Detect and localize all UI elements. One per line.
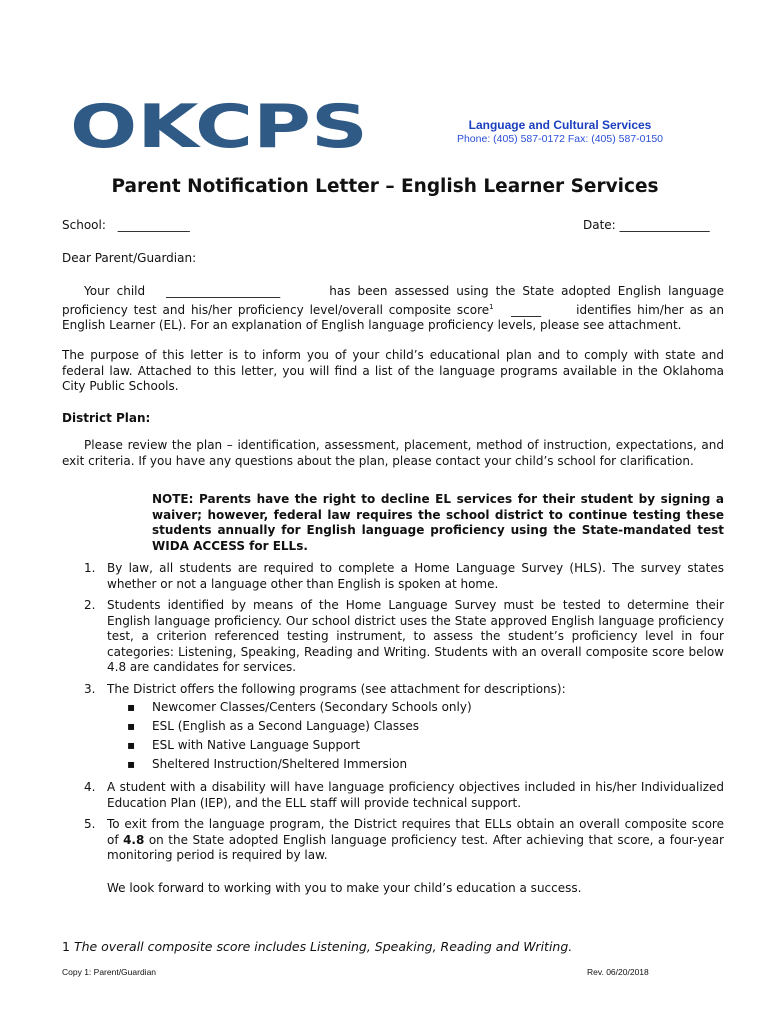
program-item: [127, 757, 407, 771]
list-number: 2.: [84, 598, 96, 612]
footnote-ref: 1: [489, 302, 494, 311]
list-text-a: To exit from the language program, the District requires that ELLs obtain an overall composite score of: [107, 817, 724, 847]
footer-revision: Rev. 06/20/2018: [587, 967, 649, 977]
closing-line: We look forward to working with you to make your child’s education a success.: [107, 881, 582, 895]
date-blank: _______________: [619, 218, 710, 232]
footnote-text: The overall composite score includes Listening, Speaking, Reading and Writing.: [73, 939, 573, 954]
list-text: Students identified by means of the Home Language Survey must be tested to determine their English language proficiency. Our school district uses the State approved English language proficiency test, a criterion referenced testing instrument, to assess the student’s proficiency level in four categories: Listening, Speaking, Reading and Writing. Students with an overall composite score below 4.8 are candidates for services.: [107, 598, 724, 674]
list-number: 4.: [84, 780, 96, 794]
department-name: Language and Cultural Services: [468, 118, 652, 132]
school-blank: ____________: [117, 218, 190, 232]
score-blank: _____: [511, 302, 542, 317]
letter-title: Parent Notification Letter – English Learner Services: [111, 176, 659, 197]
para1-text-b: has been assessed using the State adopted English language proficiency test and his/her proficiency level/overall composite score: [62, 284, 725, 317]
bullet-icon: ▪: [127, 719, 136, 733]
list-item: [84, 598, 724, 676]
program-text: Sheltered Instruction/Sheltered Immersion: [152, 757, 408, 771]
department-phone: Phone: (405) 587-0172 Fax: (405) 587-0150: [456, 133, 664, 145]
program-item: [127, 719, 419, 733]
list-item: [84, 561, 724, 592]
para1-text-a: Your child: [84, 284, 146, 298]
footnote: [62, 939, 572, 954]
program-text: ESL (English as a Second Language) Classes: [152, 719, 420, 733]
note-waiver: NOTE: Parents have the right to decline EL services for their student by signing a waiver; however, federal law requires the school district to continue testing these students annually for English language proficiency using the State-mandated test WIDA ACCESS for ELLs.: [152, 492, 724, 553]
paragraph-purpose: The purpose of this letter is to inform you of your child’s educational plan and to comply with state and federal law. Attached to this letter, you will find a list of the language programs available in the Oklahoma City Public Schools.: [62, 348, 724, 393]
program-text: ESL with Native Language Support: [152, 738, 361, 752]
list-number: 1.: [84, 561, 96, 575]
paragraph-assessment: [62, 284, 724, 334]
list-item: [84, 817, 724, 864]
program-item: [127, 700, 472, 714]
school-field: [62, 218, 190, 232]
bullet-icon: ▪: [127, 738, 136, 752]
paragraph-review: Please review the plan – identification, assessment, placement, method of instruction, expectations, and exit criteria. If you have any questions about the plan, please contact your child’s school for clarification.: [62, 438, 724, 468]
department-block: [440, 118, 680, 145]
salutation: Dear Parent/Guardian:: [62, 251, 197, 265]
program-text: Newcomer Classes/Centers (Secondary Schools only): [152, 700, 472, 714]
date-field: [583, 218, 710, 232]
list-number: 5.: [84, 817, 96, 831]
district-plan-heading: District Plan:: [62, 411, 151, 425]
list-text-b: on the State adopted English language proficiency test. After achieving that score, a four-year monitoring period is required by law.: [107, 832, 724, 862]
para1-text-c: identifies him/her as an English Learner (EL). For an explanation of English language proficiency levels, please see attachment.: [62, 302, 724, 332]
child-name-blank: ___________________: [166, 284, 281, 298]
list-text: A student with a disability will have language proficiency objectives included in his/her Individualized Education Plan (IEP), and the ELL staff will provide technical support.: [107, 780, 724, 810]
school-label: School:: [62, 218, 106, 232]
program-item: [127, 738, 360, 752]
footnote-number: 1: [62, 939, 70, 954]
list-number: 3.: [84, 682, 96, 696]
bullet-icon: ▪: [127, 757, 136, 771]
list-item: [84, 682, 724, 698]
bullet-icon: ▪: [127, 700, 136, 714]
logo-text: OKCPS: [70, 98, 368, 150]
list-text: By law, all students are required to complete a Home Language Survey (HLS). The survey states whether or not a language other than English is spoken at home.: [107, 561, 724, 591]
footer-copy-label: Copy 1: Parent/Guardian: [62, 967, 157, 977]
exit-score: 4.8: [123, 832, 145, 847]
list-item: [84, 780, 724, 811]
list-text: The District offers the following programs (see attachment for descriptions):: [107, 682, 566, 696]
okcps-logo: [70, 98, 370, 150]
list-text: [107, 817, 724, 864]
date-label: Date:: [583, 218, 616, 232]
